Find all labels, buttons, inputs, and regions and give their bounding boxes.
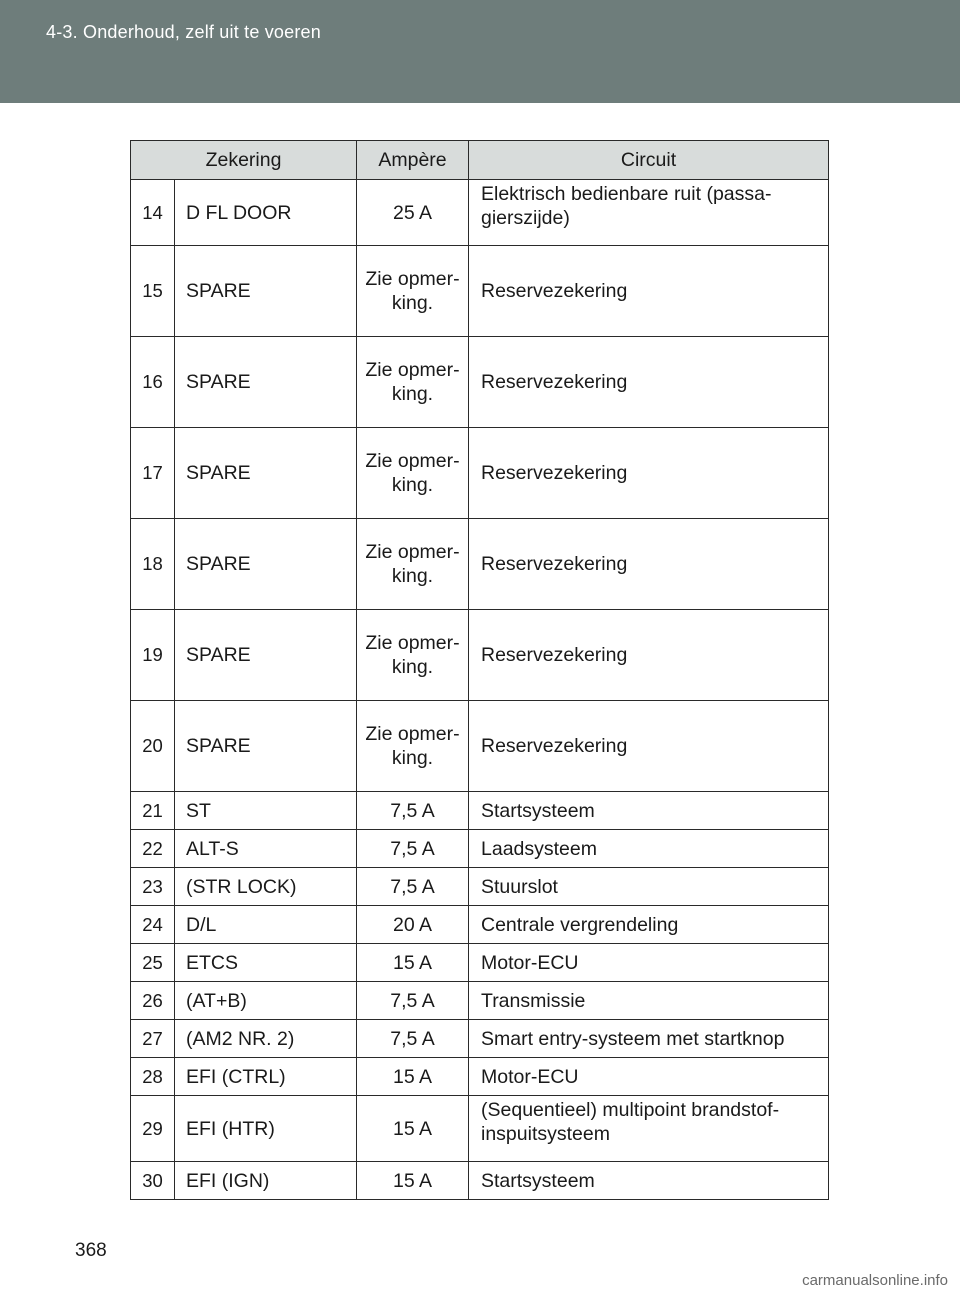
table-row	[131, 982, 829, 1020]
fuse-name-cell: D/L	[175, 906, 357, 944]
circuit-cell: Transmissie	[469, 982, 829, 1020]
ampere-cell: Zie opmer-king.	[357, 337, 469, 428]
fuse-table	[130, 140, 829, 1200]
ampere-cell: 20 A	[357, 906, 469, 944]
column-header-ampere: Ampère	[357, 141, 469, 180]
fuse-number-cell: 18	[131, 519, 175, 610]
table-row	[131, 944, 829, 982]
table-row	[131, 610, 829, 701]
fuse-name-cell: SPARE	[175, 610, 357, 701]
fuse-name-cell: D FL DOOR	[175, 180, 357, 246]
table-row	[131, 337, 829, 428]
fuse-number-cell: 19	[131, 610, 175, 701]
circuit-cell: Startsysteem	[469, 1162, 829, 1200]
circuit-cell: Reservezekering	[469, 337, 829, 428]
watermark: carmanualsonline.info	[802, 1272, 948, 1289]
circuit-cell: Reservezekering	[469, 519, 829, 610]
circuit-cell: (Sequentieel) multipoint brandstof-inspuitsysteem	[469, 1096, 829, 1162]
table-row	[131, 830, 829, 868]
fuse-number-cell: 29	[131, 1096, 175, 1162]
fuse-name-cell: EFI (IGN)	[175, 1162, 357, 1200]
ampere-cell: 7,5 A	[357, 868, 469, 906]
circuit-cell: Motor-ECU	[469, 944, 829, 982]
page-number: 368	[75, 1240, 107, 1261]
ampere-cell: 15 A	[357, 1058, 469, 1096]
table-row	[131, 906, 829, 944]
fuse-number-cell: 27	[131, 1020, 175, 1058]
fuse-number-cell: 15	[131, 246, 175, 337]
circuit-cell: Laadsysteem	[469, 830, 829, 868]
table-row	[131, 519, 829, 610]
section-title: 4-3. Onderhoud, zelf uit te voeren	[46, 22, 321, 42]
fuse-name-cell: SPARE	[175, 428, 357, 519]
ampere-cell: 15 A	[357, 1096, 469, 1162]
ampere-cell: 15 A	[357, 944, 469, 982]
table-row	[131, 246, 829, 337]
circuit-cell: Reservezekering	[469, 428, 829, 519]
table-row	[131, 1162, 829, 1200]
column-header-fuse: Zekering	[131, 141, 357, 180]
fuse-name-cell: (AM2 NR. 2)	[175, 1020, 357, 1058]
table-row	[131, 1058, 829, 1096]
ampere-cell: Zie opmer-king.	[357, 428, 469, 519]
table-header-row	[131, 141, 829, 180]
circuit-cell: Smart entry-systeem met startknop	[469, 1020, 829, 1058]
fuse-name-cell: EFI (CTRL)	[175, 1058, 357, 1096]
table-row	[131, 868, 829, 906]
fuse-number-cell: 23	[131, 868, 175, 906]
circuit-cell: Stuurslot	[469, 868, 829, 906]
fuse-name-cell: (STR LOCK)	[175, 868, 357, 906]
header-band	[0, 0, 960, 103]
ampere-cell: Zie opmer-king.	[357, 610, 469, 701]
table-row	[131, 701, 829, 792]
ampere-cell: Zie opmer-king.	[357, 701, 469, 792]
fuse-number-cell: 21	[131, 792, 175, 830]
fuse-number-cell: 30	[131, 1162, 175, 1200]
fuse-name-cell: ST	[175, 792, 357, 830]
ampere-cell: 7,5 A	[357, 830, 469, 868]
fuse-name-cell: SPARE	[175, 701, 357, 792]
fuse-name-cell: SPARE	[175, 246, 357, 337]
fuse-number-cell: 17	[131, 428, 175, 519]
circuit-cell: Reservezekering	[469, 610, 829, 701]
fuse-number-cell: 16	[131, 337, 175, 428]
table-row	[131, 1020, 829, 1058]
ampere-cell: Zie opmer-king.	[357, 519, 469, 610]
fuse-number-cell: 25	[131, 944, 175, 982]
fuse-name-cell: (AT+B)	[175, 982, 357, 1020]
table-row	[131, 428, 829, 519]
column-header-circuit: Circuit	[469, 141, 829, 180]
fuse-number-cell: 14	[131, 180, 175, 246]
fuse-number-cell: 24	[131, 906, 175, 944]
table-row	[131, 1096, 829, 1162]
fuse-number-cell: 26	[131, 982, 175, 1020]
circuit-cell: Startsysteem	[469, 792, 829, 830]
fuse-name-cell: ETCS	[175, 944, 357, 982]
table-row	[131, 180, 829, 246]
table-row	[131, 792, 829, 830]
circuit-cell: Elektrisch bedienbare ruit (passa-gierszijde)	[469, 180, 829, 246]
fuse-name-cell: SPARE	[175, 519, 357, 610]
ampere-cell: 7,5 A	[357, 1020, 469, 1058]
fuse-name-cell: SPARE	[175, 337, 357, 428]
circuit-cell: Motor-ECU	[469, 1058, 829, 1096]
fuse-number-cell: 22	[131, 830, 175, 868]
ampere-cell: 7,5 A	[357, 792, 469, 830]
ampere-cell: 25 A	[357, 180, 469, 246]
circuit-cell: Reservezekering	[469, 246, 829, 337]
circuit-cell: Centrale vergrendeling	[469, 906, 829, 944]
circuit-cell: Reservezekering	[469, 701, 829, 792]
fuse-table-body	[131, 180, 829, 1200]
ampere-cell: 15 A	[357, 1162, 469, 1200]
fuse-name-cell: ALT-S	[175, 830, 357, 868]
fuse-name-cell: EFI (HTR)	[175, 1096, 357, 1162]
fuse-number-cell: 20	[131, 701, 175, 792]
fuse-number-cell: 28	[131, 1058, 175, 1096]
ampere-cell: 7,5 A	[357, 982, 469, 1020]
ampere-cell: Zie opmer-king.	[357, 246, 469, 337]
